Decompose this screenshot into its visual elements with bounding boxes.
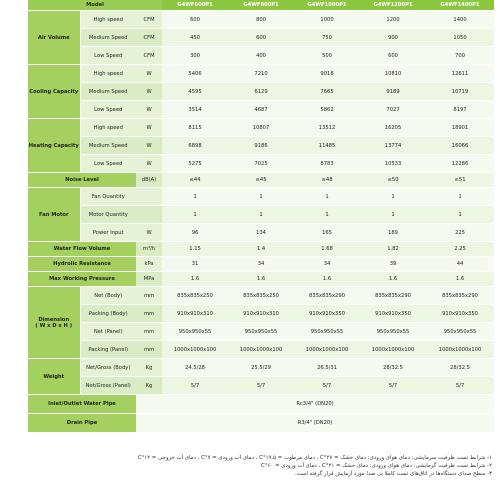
cell-value: 950x950x55 — [426, 323, 494, 341]
row-label: Power Input — [80, 224, 136, 242]
drain-pipe-label: Drain Pipe — [28, 414, 136, 433]
cell-value: 910x910x310 — [162, 305, 228, 323]
cell-value: 1000x1000x100 — [162, 341, 228, 359]
cell-value: 28/32.5 — [360, 359, 426, 377]
table-row — [28, 395, 494, 414]
model-name: G4WF800P1 — [228, 0, 294, 11]
table-row — [28, 119, 494, 137]
cell-value: 1400 — [426, 11, 494, 29]
row-label: Fan Quantity — [80, 188, 136, 206]
row-label: High speed — [80, 119, 136, 137]
cell-value: 500 — [294, 47, 360, 65]
cell-value: 16066 — [426, 137, 494, 155]
cell-value: 11485 — [294, 137, 360, 155]
cell-value: 7665 — [294, 83, 360, 101]
cell-value: 1.6 — [294, 272, 360, 287]
drain-pipe-value: R3/4" (DN20) — [136, 414, 494, 433]
cell-value: 1 — [360, 188, 426, 206]
row-unit: mm — [136, 287, 162, 305]
cell-value: 600 — [228, 29, 294, 47]
cell-value: 910x910x350 — [294, 305, 360, 323]
model-name: G4WF1400P1 — [426, 0, 494, 11]
cell-value: 5406 — [162, 65, 228, 83]
row-label: Medium Speed — [80, 29, 136, 47]
cell-value: 835x835x290 — [426, 287, 494, 305]
row-label: Low Speed — [80, 101, 136, 119]
row-unit: W — [136, 101, 162, 119]
footnote: ۱- شرایط تست ظرفیت سرمایشی: دمای هوای ورودی: دمای خشک = ۲۷°C ، دمای مرطوب = ۱۹.۵°C ، دمای آب ورودی = ۷°C ، دمای آب خروجی = ۱۲°C — [137, 455, 492, 461]
cell-value: 7027 — [360, 101, 426, 119]
row-label: Low Speed — [80, 47, 136, 65]
cell-value: 1 — [360, 206, 426, 224]
max-pressure-label: Max Working Pressure — [28, 272, 136, 287]
cell-value: 1.4 — [228, 242, 294, 257]
cell-value: 26.5/31 — [294, 359, 360, 377]
cell-value: ≤50 — [360, 173, 426, 188]
cell-value: 18901 — [426, 119, 494, 137]
table-row — [28, 47, 494, 65]
cell-value: 9189 — [360, 83, 426, 101]
table-row — [28, 11, 494, 29]
table-row — [28, 272, 494, 287]
row-unit: mm — [136, 341, 162, 359]
cell-value: 600 — [162, 11, 228, 29]
row-label: Net/Gross (Panel) — [80, 377, 136, 395]
row-unit: mm — [136, 323, 162, 341]
cell-value: 25.5/29 — [228, 359, 294, 377]
cell-value: 800 — [228, 11, 294, 29]
cell-value: 34 — [294, 257, 360, 272]
cell-value: 5/7 — [228, 377, 294, 395]
table-row — [28, 206, 494, 224]
cell-value: 1.6 — [426, 272, 494, 287]
table-row — [28, 83, 494, 101]
footnote: ۳- سطح صدای دستگاه‌ها در اتاق‌های تست کاملا بی صدا مورد آزمایش قرار گرفته است. — [294, 471, 492, 478]
cell-value: 8783 — [294, 155, 360, 173]
cell-value: 1000x1000x100 — [294, 341, 360, 359]
cell-value: 1 — [294, 188, 360, 206]
cell-value: 5/7 — [162, 377, 228, 395]
cell-value: ≤51 — [426, 173, 494, 188]
cell-value: 4595 — [162, 83, 228, 101]
cell-value: 12286 — [426, 155, 494, 173]
cell-value: 28/32.5 — [426, 359, 494, 377]
cell-value: 8115 — [162, 119, 228, 137]
row-label: Packing (Panel) — [80, 341, 136, 359]
cell-value: 5/7 — [426, 377, 494, 395]
cell-value: 10810 — [360, 65, 426, 83]
cell-value: 44 — [426, 257, 494, 272]
cell-value: 950x950x55 — [360, 323, 426, 341]
cell-value: 1000x1000x100 — [360, 341, 426, 359]
row-unit: dB(A) — [136, 173, 162, 188]
cell-value: 5862 — [294, 101, 360, 119]
cell-value: 225 — [426, 224, 494, 242]
heating-capacity-label: Heating Capacity — [28, 119, 80, 173]
dimension-title: Dimension — [38, 316, 70, 323]
cell-value: 31 — [162, 257, 228, 272]
cell-value: 134 — [228, 224, 294, 242]
row-label: High speed — [80, 11, 136, 29]
row-unit: MPa — [136, 272, 162, 287]
water-flow-label: Water Flow Volume — [28, 242, 136, 257]
cell-value: 600 — [360, 47, 426, 65]
cell-value: 750 — [294, 29, 360, 47]
row-unit: Kg — [136, 377, 162, 395]
row-label: Motor Quantity — [80, 206, 136, 224]
row-label: Medium Speed — [80, 137, 136, 155]
table-row — [28, 359, 494, 377]
cell-value: 835x835x250 — [228, 287, 294, 305]
cell-value: 1000x1000x100 — [426, 341, 494, 359]
cell-value: 24.5/28 — [162, 359, 228, 377]
cell-value: 5/7 — [294, 377, 360, 395]
row-unit: mm — [136, 305, 162, 323]
cell-value: 1 — [228, 206, 294, 224]
row-unit: m³/h — [136, 242, 162, 257]
cell-value: 10807 — [228, 119, 294, 137]
inlet-outlet-value: Rc3/4" (DN20) — [136, 395, 494, 414]
cell-value: 400 — [228, 47, 294, 65]
cell-value: 5/7 — [360, 377, 426, 395]
cell-value: 835x835x250 — [162, 287, 228, 305]
cell-value: 13774 — [360, 137, 426, 155]
table-row — [28, 242, 494, 257]
row-unit — [136, 188, 162, 206]
cell-value: 9186 — [228, 137, 294, 155]
model-label: Model — [28, 0, 162, 11]
row-unit: Kg — [136, 359, 162, 377]
footnote: ۲- شرایط تست ظرفیت گرمایشی: دمای هوای ورودی: دمای خشک = ۲۱°C ، دمای آب ورودی = ۶۰°C — [261, 463, 492, 470]
cell-value: 1 — [228, 188, 294, 206]
row-unit: W — [136, 119, 162, 137]
table-row — [28, 414, 494, 433]
table-row — [28, 305, 494, 323]
row-label: High speed — [80, 65, 136, 83]
cell-value: 1000x1000x100 — [228, 341, 294, 359]
dimension-label — [28, 287, 80, 359]
cell-value: 12611 — [426, 65, 494, 83]
table-row — [28, 323, 494, 341]
cell-value: 950x950x55 — [162, 323, 228, 341]
footnotes — [22, 454, 492, 479]
cell-value: 6129 — [228, 83, 294, 101]
cell-value: 835x835x290 — [360, 287, 426, 305]
cell-value: 910x910x350 — [360, 305, 426, 323]
cell-value: 900 — [360, 29, 426, 47]
hydrolic-resistance-label: Hydrolic Resistance — [28, 257, 136, 272]
air-volume-label: Air Volume — [28, 11, 80, 65]
cell-value: 8197 — [426, 101, 494, 119]
model-name: G4WF1200P1 — [360, 0, 426, 11]
cell-value: 300 — [162, 47, 228, 65]
table-row — [28, 341, 494, 359]
cell-value: ≤45 — [228, 173, 294, 188]
table-row — [28, 224, 494, 242]
cell-value: 6898 — [162, 137, 228, 155]
cell-value: 1.6 — [162, 272, 228, 287]
row-label: Net (Panel) — [80, 323, 136, 341]
cell-value: 1 — [162, 206, 228, 224]
header-row — [28, 0, 494, 11]
dimension-subtitle: ( W x D x H ) — [35, 322, 73, 329]
cell-value: 700 — [426, 47, 494, 65]
fan-motor-label: Fan Motor — [28, 188, 80, 242]
cell-value: 189 — [360, 224, 426, 242]
row-unit: W — [136, 83, 162, 101]
cell-value: 1000 — [294, 11, 360, 29]
cell-value: 910x910x310 — [228, 305, 294, 323]
cell-value: 835x835x290 — [294, 287, 360, 305]
table-row — [28, 155, 494, 173]
row-unit: kPa — [136, 257, 162, 272]
row-unit: W — [136, 155, 162, 173]
table-row — [28, 65, 494, 83]
cell-value: 13512 — [294, 119, 360, 137]
cell-value: ≤48 — [294, 173, 360, 188]
row-unit: W — [136, 137, 162, 155]
table-row — [28, 101, 494, 119]
cell-value: 34 — [228, 257, 294, 272]
cell-value: 950x950x55 — [294, 323, 360, 341]
cell-value: 5275 — [162, 155, 228, 173]
cell-value: 9018 — [294, 65, 360, 83]
inlet-outlet-label: Inlet/Outlet Water Pipe — [28, 395, 136, 414]
cell-value: 950x950x55 — [228, 323, 294, 341]
table-row — [28, 137, 494, 155]
cell-value: ≤44 — [162, 173, 228, 188]
cell-value: 1.6 — [360, 272, 426, 287]
cell-value: 39 — [360, 257, 426, 272]
row-label: Packing (Body) — [80, 305, 136, 323]
cell-value: 1.68 — [294, 242, 360, 257]
row-label: Net (Body) — [80, 287, 136, 305]
row-label: Low Speed — [80, 155, 136, 173]
table-row — [28, 188, 494, 206]
table-row — [28, 377, 494, 395]
cell-value: 165 — [294, 224, 360, 242]
cell-value: 3514 — [162, 101, 228, 119]
row-unit: CFM — [136, 11, 162, 29]
row-unit: W — [136, 224, 162, 242]
cell-value: 1 — [294, 206, 360, 224]
cell-value: 1.6 — [228, 272, 294, 287]
spec-table — [28, 0, 494, 433]
table-row — [28, 257, 494, 272]
cell-value: 1200 — [360, 11, 426, 29]
cell-value: 10719 — [426, 83, 494, 101]
cell-value: 1 — [162, 188, 228, 206]
cell-value: 1.15 — [162, 242, 228, 257]
row-unit: W — [136, 65, 162, 83]
model-name: G4WF1000P1 — [294, 0, 360, 11]
row-unit — [136, 206, 162, 224]
cell-value: 4687 — [228, 101, 294, 119]
cell-value: 7210 — [228, 65, 294, 83]
table-row — [28, 173, 494, 188]
cell-value: 1 — [426, 206, 494, 224]
row-unit: CFM — [136, 47, 162, 65]
table-row — [28, 287, 494, 305]
cell-value: 450 — [162, 29, 228, 47]
cell-value: 910x910x350 — [426, 305, 494, 323]
cell-value: 1 — [426, 188, 494, 206]
row-label: Net/Gross (Body) — [80, 359, 136, 377]
table-row — [28, 29, 494, 47]
model-name: G4WF600P1 — [162, 0, 228, 11]
row-label: Medium Speed — [80, 83, 136, 101]
cell-value: 10533 — [360, 155, 426, 173]
weight-label: Weight — [28, 359, 80, 395]
cooling-capacity-label: Cooling Capacity — [28, 65, 80, 119]
cell-value: 2.25 — [426, 242, 494, 257]
noise-level-label: Noise Level — [28, 173, 136, 188]
cell-value: 1050 — [426, 29, 494, 47]
cell-value: 96 — [162, 224, 228, 242]
cell-value: 16205 — [360, 119, 426, 137]
cell-value: 7025 — [228, 155, 294, 173]
cell-value: 1.82 — [360, 242, 426, 257]
row-unit: CFM — [136, 29, 162, 47]
